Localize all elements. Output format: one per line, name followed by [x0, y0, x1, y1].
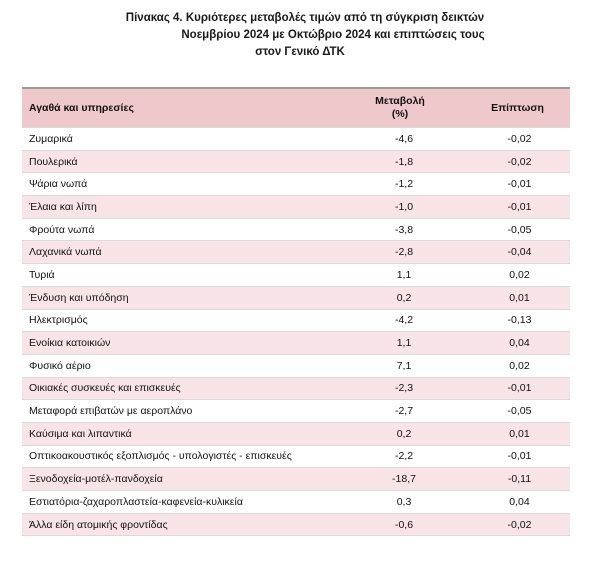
- cell-item: Φρούτα νωπά: [29, 223, 95, 236]
- cell-change: 0,2: [396, 291, 412, 304]
- cell-impact: 0,01: [509, 291, 530, 304]
- cell-impact: -0,02: [507, 518, 532, 531]
- cell-change: -4,2: [394, 314, 414, 327]
- cell-item: Μεταφορά επιβατών με αεροπλάνο: [29, 405, 193, 418]
- cell-change: -18,7: [392, 473, 416, 486]
- table-row: [22, 491, 570, 514]
- cell-change: -1,2: [394, 178, 414, 191]
- cell-item: Εστιατόρια-ζαχαροπλαστεία-καφενεία-κυλικεία: [29, 495, 243, 508]
- cell-item: Ξενοδοχεία-μοτέλ-πανδοχεία: [29, 473, 163, 486]
- table-row: [22, 400, 570, 423]
- cell-change: 0,3: [396, 495, 412, 508]
- cell-item: Τυριά: [29, 268, 55, 281]
- table-row: [22, 173, 570, 196]
- cell-change: -2,7: [394, 405, 414, 418]
- table-row: [22, 332, 570, 355]
- table-row: [22, 241, 570, 264]
- cell-change: -1,0: [394, 200, 414, 213]
- table-row: [22, 128, 570, 151]
- cell-impact: -0,05: [507, 223, 532, 236]
- cell-change: -0,6: [394, 518, 414, 531]
- cell-item: Ηλεκτρισμός: [29, 314, 88, 327]
- table-row: [22, 196, 570, 219]
- cell-impact: 0,01: [509, 427, 530, 440]
- header-change-label: Μεταβολή: [375, 95, 425, 107]
- cell-impact: -0,02: [507, 132, 532, 145]
- cell-impact: 0,04: [509, 337, 530, 350]
- cell-impact: 0,02: [509, 359, 530, 372]
- table-body: [22, 128, 570, 536]
- cell-change: -4,6: [394, 132, 414, 145]
- cell-change: -2,8: [394, 246, 414, 259]
- table-row: [22, 423, 570, 446]
- table-header-row: [22, 89, 570, 128]
- cell-item: Καύσιμα και λιπαντικά: [29, 427, 132, 440]
- title-line-2: Νοεμβρίου 2024 με Οκτώβριο 2024 και επιπτώσεις τους: [181, 29, 485, 41]
- title-line-3: στον Γενικό ΔΤΚ: [255, 46, 345, 58]
- cell-item: Έλαια και λίπη: [29, 200, 97, 213]
- cell-change: 0,2: [396, 427, 412, 440]
- cell-item: Πουλερικά: [29, 155, 78, 168]
- cell-impact: 0,02: [509, 268, 530, 281]
- cell-change: -3,8: [394, 223, 414, 236]
- table-row: [22, 355, 570, 378]
- header-item: Αγαθά και υπηρεσίες: [29, 102, 134, 114]
- cell-impact: -0,01: [507, 450, 532, 463]
- cell-item: Ενοίκια κατοικιών: [29, 337, 111, 350]
- cell-impact: -0,04: [507, 246, 532, 259]
- price-change-table: [22, 87, 570, 536]
- cell-item: Ψάρια νωπά: [29, 178, 88, 191]
- table-row: [22, 378, 570, 401]
- header-impact: Επίπτωση: [491, 102, 544, 114]
- cell-item: Ένδυση και υπόδηση: [29, 291, 129, 304]
- cell-change: -1,8: [394, 155, 414, 168]
- cell-change: -2,2: [394, 450, 414, 463]
- cell-item: Οικιακές συσκευές και επισκευές: [29, 382, 181, 395]
- cell-impact: -0,01: [507, 382, 532, 395]
- cell-item: Φυσικό αέριο: [29, 359, 91, 372]
- cell-change: 1,1: [396, 268, 412, 281]
- table-row: [22, 264, 570, 287]
- cell-change: 1,1: [396, 337, 412, 350]
- cell-change: -2,3: [394, 382, 414, 395]
- table-row: [22, 468, 570, 491]
- table-title: [0, 10, 600, 61]
- table-row: [22, 287, 570, 310]
- cell-impact: -0,05: [507, 405, 532, 418]
- title-line-1: Πίνακας 4. Κυριότερες μεταβολές τιμών από τη σύγκριση δεικτών: [125, 12, 485, 24]
- table-row: [22, 151, 570, 174]
- cell-impact: -0,02: [507, 155, 532, 168]
- cell-item: Ζυμαρικά: [29, 132, 73, 145]
- table-row: [22, 219, 570, 242]
- header-change: [345, 95, 455, 121]
- cell-change: 7,1: [396, 359, 412, 372]
- cell-item: Λαχανικά νωπά: [29, 246, 102, 259]
- cell-impact: -0,13: [507, 314, 532, 327]
- cell-impact: -0,11: [507, 473, 532, 486]
- cell-impact: -0,01: [507, 200, 532, 213]
- table-row: [22, 446, 570, 469]
- table-row: [22, 310, 570, 333]
- cell-item: Οπτικοακουστικός εξοπλισμός - υπολογιστές - επισκευές: [29, 450, 292, 463]
- header-change-unit: (%): [391, 108, 409, 120]
- table-row: [22, 514, 570, 537]
- cell-impact: 0,04: [509, 495, 530, 508]
- cell-item: Άλλα είδη ατομικής φροντίδας: [29, 518, 168, 531]
- cell-impact: -0,01: [507, 178, 532, 191]
